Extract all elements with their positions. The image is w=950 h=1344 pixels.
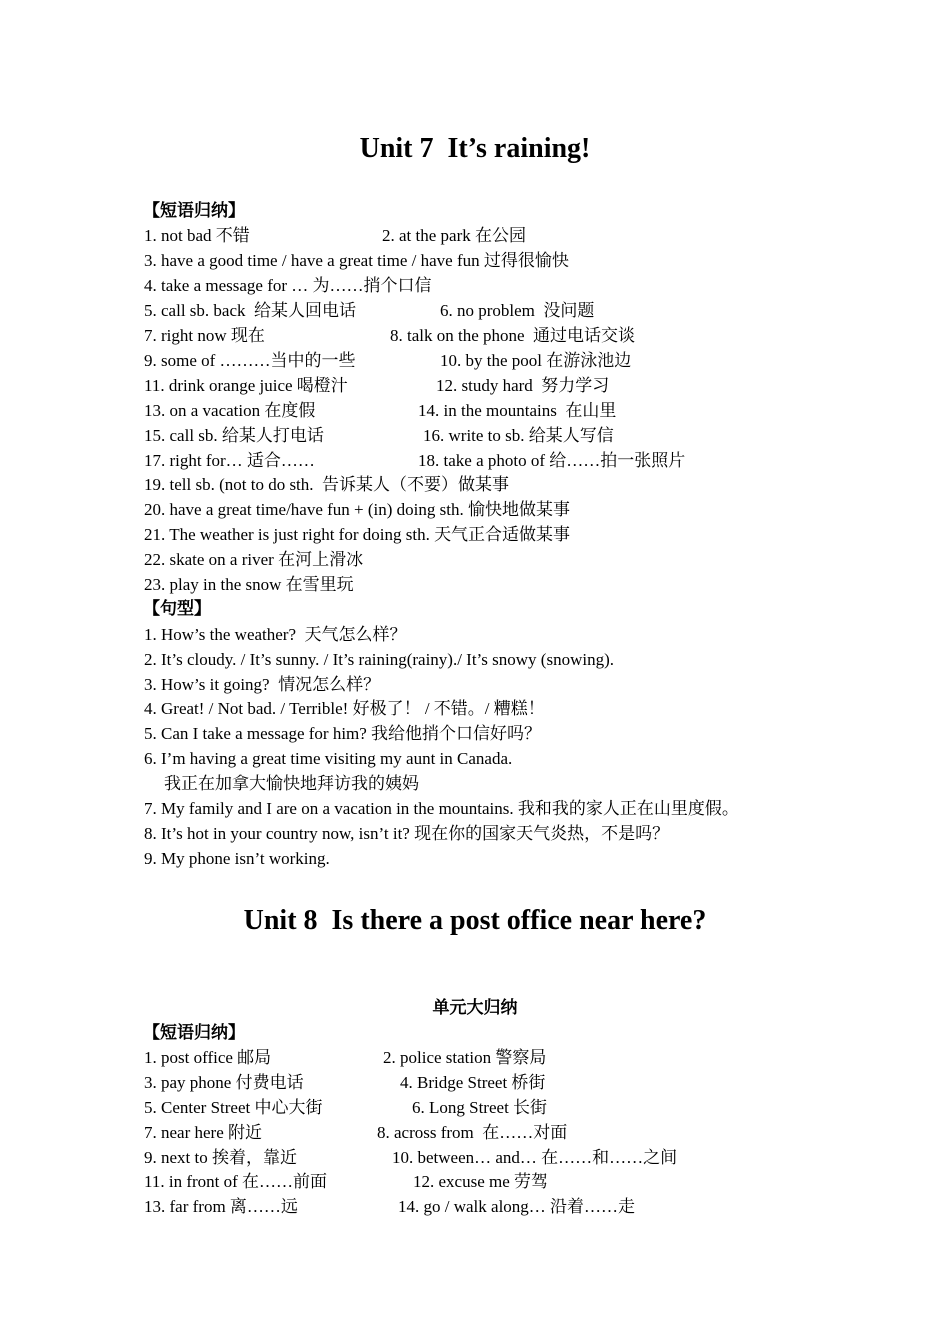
unit7-phrase-12: 12. study hard 努力学习: [436, 376, 610, 395]
unit7-phrase-14: 14. in the mountains 在山里: [418, 401, 617, 420]
unit8-phrase-14: 14. go / walk along… 沿着……走: [398, 1197, 636, 1216]
unit8-title: Unit 8 Is there a post office near here?: [243, 905, 707, 936]
unit7-phrase-17: 17. right for… 适合……: [144, 451, 315, 470]
unit7-phrase-18: 18. take a photo of 给……拍一张照片: [418, 451, 686, 470]
unit7-sentence-7: 7. My family and I are on a vacation in the mountains. 我和我的家人正在山里度假。: [144, 799, 739, 818]
unit7-title: Unit 7 It’s raining!: [359, 133, 591, 164]
unit7-phrase-6: 6. no problem 没问题: [440, 301, 595, 320]
unit7-sentence-2: 2. It’s cloudy. / It’s sunny. / It’s raining(rainy)./ It’s snowy (snowing).: [144, 650, 614, 669]
unit7-phrase-19: 19. tell sb. (not to do sth. 告诉某人（不要）做某事: [144, 475, 510, 494]
unit7-sentence-1: 1. How’s the weather? 天气怎么样？: [144, 625, 407, 644]
unit7-sentence-5: 5. Can I take a message for him? 我给他捎个口信好吗？: [144, 724, 542, 743]
unit7-sentence-4: 4. Great! / Not bad. / Terrible! 好极了！ / 不错。/ 糟糕！: [144, 699, 545, 718]
unit7-phrase-23: 23. play in the snow 在雪里玩: [144, 575, 354, 594]
unit8-phrase-7: 7. near here 附近: [144, 1123, 263, 1142]
unit8-phrase-5: 5. Center Street 中心大街: [144, 1098, 323, 1117]
unit8-phrase-10: 10. between… and… 在……和……之间: [392, 1148, 678, 1167]
unit7-sentence-8: 8. It’s hot in your country now, isn’t it? 现在你的国家天气炎热，不是吗？: [144, 824, 670, 843]
unit7-phrase-7: 7. right now 现在: [144, 326, 265, 345]
unit7-phrase-4: 4. take a message for … 为……捎个口信: [144, 276, 432, 295]
unit7-sentence-6-translation: 我正在加拿大愉快地拜访我的姨妈: [164, 774, 419, 793]
unit8-phrase-13: 13. far from 离……远: [144, 1197, 298, 1216]
unit7-phrases-heading: 【短语归纳】: [143, 201, 245, 220]
unit7-phrase-9: 9. some of ………当中的一些: [144, 351, 356, 370]
unit7-phrase-2: 2. at the park 在公园: [382, 226, 526, 245]
unit8-phrase-8: 8. across from 在……对面: [377, 1123, 568, 1142]
unit8-phrase-2: 2. police station 警察局: [383, 1048, 547, 1067]
unit8-phrase-6: 6. Long Street 长街: [412, 1098, 548, 1117]
unit7-phrase-13: 13. on a vacation 在度假: [144, 401, 316, 420]
unit8-phrase-4: 4. Bridge Street 桥街: [400, 1073, 546, 1092]
unit8-phrase-3: 3. pay phone 付费电话: [144, 1073, 304, 1092]
unit8-subtitle: 单元大归纳: [432, 998, 518, 1017]
unit8-phrase-12: 12. excuse me 劳驾: [413, 1172, 549, 1191]
unit7-sentence-3: 3. How’s it going? 情况怎么样？: [144, 675, 381, 694]
unit7-sentence-9: 9. My phone isn’t working.: [144, 849, 330, 868]
unit7-phrase-16: 16. write to sb. 给某人写信: [423, 426, 614, 445]
unit7-phrase-8: 8. talk on the phone 通过电话交谈: [390, 326, 636, 345]
unit8-phrase-11: 11. in front of 在……前面: [144, 1172, 328, 1191]
unit7-phrase-5: 5. call sb. back 给某人回电话: [144, 301, 356, 320]
unit8-phrase-1: 1. post office 邮局: [144, 1048, 272, 1067]
unit7-phrase-22: 22. skate on a river 在河上滑冰: [144, 550, 364, 569]
unit7-phrase-10: 10. by the pool 在游泳池边: [440, 351, 632, 370]
unit7-phrase-20: 20. have a great time/have fun + (in) doing sth. 愉快地做某事: [144, 500, 570, 519]
unit7-phrase-21: 21. The weather is just right for doing sth. 天气正合适做某事: [144, 525, 571, 544]
unit7-phrase-11: 11. drink orange juice 喝橙汁: [144, 376, 348, 395]
unit8-phrase-9: 9. next to 挨着，靠近: [144, 1148, 297, 1167]
unit8-phrases-heading: 【短语归纳】: [143, 1023, 245, 1042]
unit7-sentence-6: 6. I’m having a great time visiting my aunt in Canada.: [144, 749, 513, 768]
unit7-phrase-15: 15. call sb. 给某人打电话: [144, 426, 324, 445]
unit7-sentences-heading: 【句型】: [143, 599, 211, 618]
unit7-phrase-1: 1. not bad 不错: [144, 226, 250, 245]
unit7-phrase-3: 3. have a good time / have a great time / have fun 过得很愉快: [144, 251, 569, 270]
